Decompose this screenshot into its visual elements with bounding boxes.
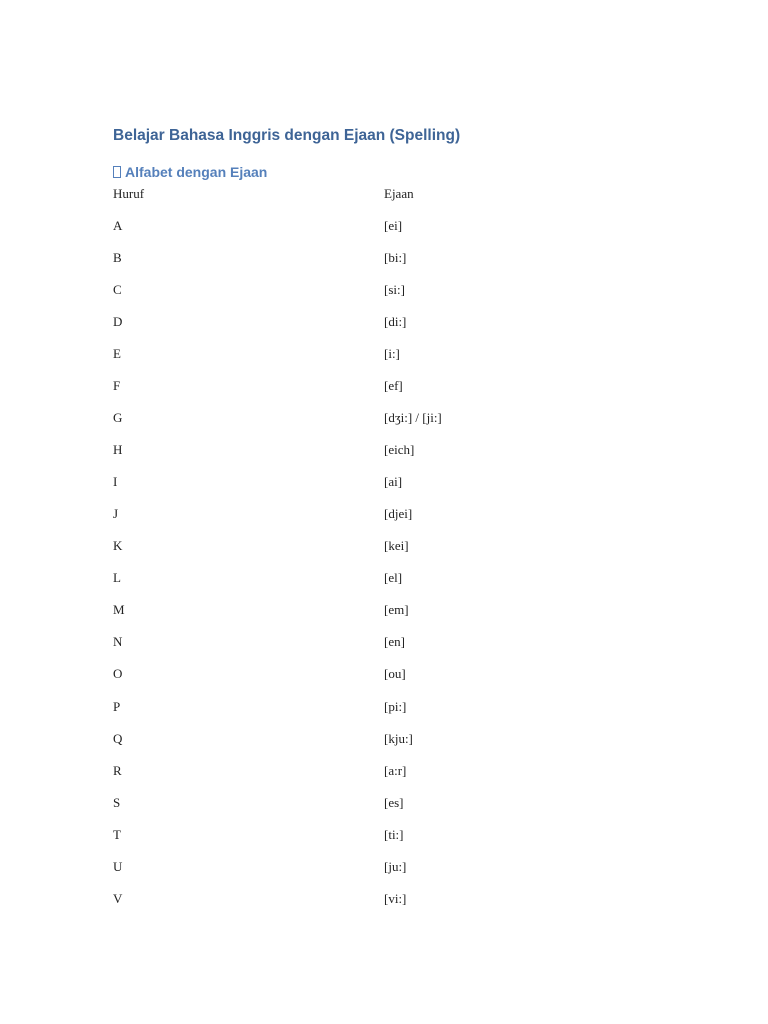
document-page	[113, 124, 673, 906]
spelling-cell: [ju:]	[384, 858, 407, 874]
table-row	[113, 345, 673, 377]
letter-cell: C	[113, 282, 122, 298]
spelling-cell: [di:]	[384, 314, 407, 330]
header-spelling: Ejaan	[384, 186, 414, 201]
spelling-cell: [en]	[384, 634, 405, 650]
spelling-cell: [djei]	[384, 506, 413, 522]
table-row	[113, 473, 673, 505]
spelling-cell: [bi:]	[384, 250, 407, 266]
spelling-cell: [vi:]	[384, 890, 407, 906]
spelling-cell: [ef]	[384, 378, 403, 394]
spelling-cell: [si:]	[384, 282, 405, 298]
letter-cell: O	[113, 666, 123, 682]
table-row	[113, 537, 673, 569]
letter-cell: V	[113, 890, 123, 906]
letter-cell: R	[113, 762, 122, 778]
letter-cell: A	[113, 218, 123, 234]
letter-cell: B	[113, 250, 122, 266]
table-row	[113, 441, 673, 473]
letter-cell: Q	[113, 730, 123, 746]
letter-cell: K	[113, 538, 123, 554]
spelling-cell: [ei]	[384, 218, 403, 234]
spelling-cell: [i:]	[384, 346, 400, 362]
table-row	[113, 665, 673, 697]
spelling-cell: [ou]	[384, 666, 406, 682]
table-row	[113, 409, 673, 441]
spelling-cell: [a:r]	[384, 762, 407, 778]
letter-cell: J	[113, 506, 119, 522]
table-row	[113, 858, 673, 890]
table-row	[113, 826, 673, 858]
table-row	[113, 217, 673, 249]
spelling-cell: [dʒi:] / [ji:]	[384, 410, 442, 426]
spelling-cell: [el]	[384, 570, 403, 586]
letter-cell: G	[113, 410, 123, 426]
table-row	[113, 633, 673, 665]
letter-cell: T	[113, 826, 121, 842]
section-heading-text: Alfabet dengan Ejaan	[125, 164, 268, 180]
missing-glyph-icon	[113, 166, 121, 178]
table-row	[113, 377, 673, 409]
table-row	[113, 762, 673, 794]
table-row	[113, 698, 673, 730]
spelling-cell: [em]	[384, 602, 409, 618]
spelling-cell: [ai]	[384, 474, 403, 490]
letter-cell: N	[113, 634, 123, 650]
table-row	[113, 890, 673, 922]
letter-cell: L	[113, 570, 121, 586]
table-row	[113, 313, 673, 345]
spelling-cell: [pi:]	[384, 698, 407, 714]
table-body	[113, 217, 673, 922]
table-header-row	[113, 185, 673, 217]
spelling-cell: [ti:]	[384, 826, 404, 842]
spelling-cell: [kei]	[384, 538, 409, 554]
table-row	[113, 281, 673, 313]
document-title: Belajar Bahasa Inggris dengan Ejaan (Spelling)	[113, 127, 461, 144]
header-letter: Huruf	[113, 186, 145, 201]
table-row	[113, 794, 673, 826]
spelling-cell: [es]	[384, 794, 404, 810]
letter-cell: I	[113, 474, 118, 490]
letter-cell: H	[113, 442, 123, 458]
spelling-cell: [kju:]	[384, 730, 413, 746]
section-heading	[113, 162, 267, 182]
table-row	[113, 601, 673, 633]
table-row	[113, 569, 673, 601]
letter-cell: P	[113, 698, 121, 714]
letter-cell: F	[113, 378, 121, 394]
letter-cell: S	[113, 794, 121, 810]
spelling-cell: [eich]	[384, 442, 415, 458]
letter-cell: D	[113, 314, 123, 330]
letter-cell: M	[113, 602, 125, 618]
table-row	[113, 505, 673, 537]
table-row	[113, 249, 673, 281]
letter-cell: E	[113, 346, 121, 362]
spelling-table	[113, 185, 673, 922]
letter-cell: U	[113, 858, 123, 874]
table-row	[113, 730, 673, 762]
